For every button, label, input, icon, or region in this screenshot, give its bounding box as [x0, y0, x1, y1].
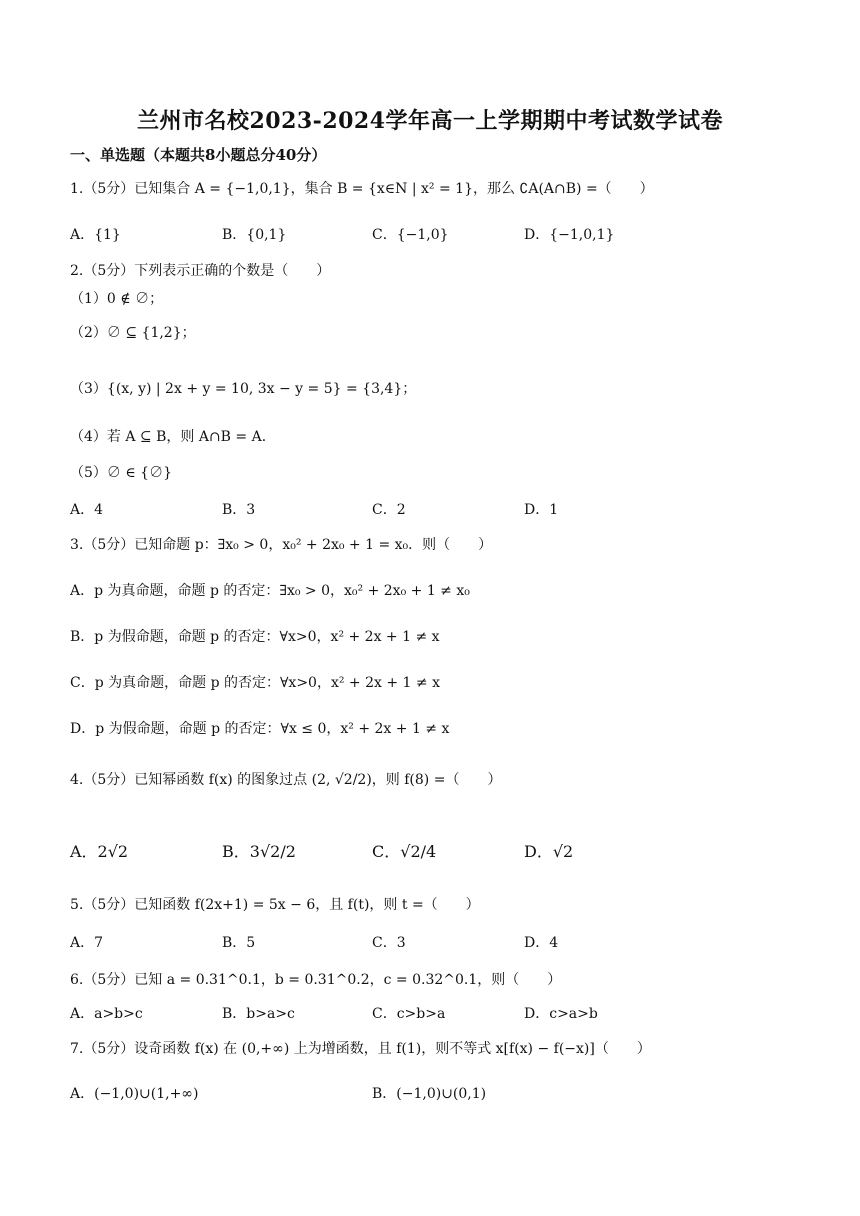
q7-option-b: B．(−1,0)∪(0,1): [372, 1086, 487, 1102]
q2-statement-1: （1）0 ∉ ∅；: [70, 291, 164, 307]
q2-option-a: A．4: [70, 502, 104, 518]
q6-option-c: C．c>b>a: [372, 1006, 446, 1022]
q1-option-b: B．{0,1}: [222, 227, 287, 243]
question-1-stem: 1.（5分）已知集合 A = {−1,0,1}，集合 B = {x∈N | x² = 1}，那么 ∁A(A∩B) =（ ）: [70, 181, 654, 197]
q1-option-c: C．{−1,0}: [372, 227, 449, 243]
q3-option-d: D．p 为假命题，命题 p 的否定：∀x ≤ 0，x² + 2x + 1 ≠ x: [70, 721, 450, 737]
question-3-stem: 3.（5分）已知命题 p：∃x₀ > 0，x₀² + 2x₀ + 1 = x₀．则（ ）: [70, 537, 493, 553]
question-5-stem: 5.（5分）已知函数 f(2x+1) = 5x − 6，且 f(t)，则 t =（ ）: [70, 897, 480, 913]
q4-option-c: C．√2/4: [372, 842, 437, 861]
q1-option-a: A．{1}: [70, 227, 121, 243]
q5-option-d: D．4: [524, 935, 559, 951]
q2-option-c: C．2: [372, 502, 406, 518]
q7-option-a: A．(−1,0)∪(1,+∞): [70, 1086, 199, 1102]
q2-statement-2: （2）∅ ⊆ {1,2}；: [70, 325, 196, 341]
q1-option-d: D．{−1,0,1}: [524, 227, 615, 243]
question-2-stem: 2.（5分）下列表示正确的个数是（ ）: [70, 263, 331, 279]
q2-statement-3: （3）{(x, y) | 2x + y = 10, 3x − y = 5} = {3,4}；: [70, 381, 417, 397]
q6-option-b: B．b>a>c: [222, 1006, 295, 1022]
q5-option-a: A．7: [70, 935, 104, 951]
q5-option-c: C．3: [372, 935, 406, 951]
q2-statement-5: （5）∅ ∈ {∅}: [70, 465, 172, 481]
q3-option-a: A．p 为真命题，命题 p 的否定：∃x₀ > 0，x₀² + 2x₀ + 1 ≠ x₀: [70, 583, 470, 599]
q2-statement-4: （4）若 A ⊆ B，则 A∩B = A．: [70, 429, 276, 445]
question-6-stem: 6.（5分）已知 a = 0.31^0.1，b = 0.31^0.2，c = 0.32^0.1，则（ ）: [70, 972, 562, 988]
q4-option-d: D．√2: [524, 842, 574, 861]
q3-option-b: B．p 为假命题，命题 p 的否定：∀x>0，x² + 2x + 1 ≠ x: [70, 629, 440, 645]
q3-option-c: C．p 为真命题，命题 p 的否定：∀x>0，x² + 2x + 1 ≠ x: [70, 675, 440, 691]
question-4-stem: 4.（5分）已知幂函数 f(x) 的图象过点 (2, √2/2)，则 f(8) =（ ）: [70, 772, 502, 788]
q2-option-d: D．1: [524, 502, 559, 518]
q6-option-a: A．a>b>c: [70, 1006, 143, 1022]
page-title: 兰州市名校2023-2024学年高一上学期期中考试数学试卷: [136, 108, 724, 134]
q2-option-b: B．3: [222, 502, 256, 518]
q5-option-b: B．5: [222, 935, 256, 951]
section-heading: 一、单选题（本题共8小题总分40分）: [70, 146, 327, 164]
q4-option-b: B．3√2/2: [222, 842, 296, 861]
q6-option-d: D．c>a>b: [524, 1006, 598, 1022]
q4-option-a: A．2√2: [70, 842, 129, 861]
question-7-stem: 7.（5分）设奇函数 f(x) 在 (0,+∞) 上为增函数，且 f(1)，则不等式 x[f(x) − f(−x)]（ ）: [70, 1041, 651, 1057]
